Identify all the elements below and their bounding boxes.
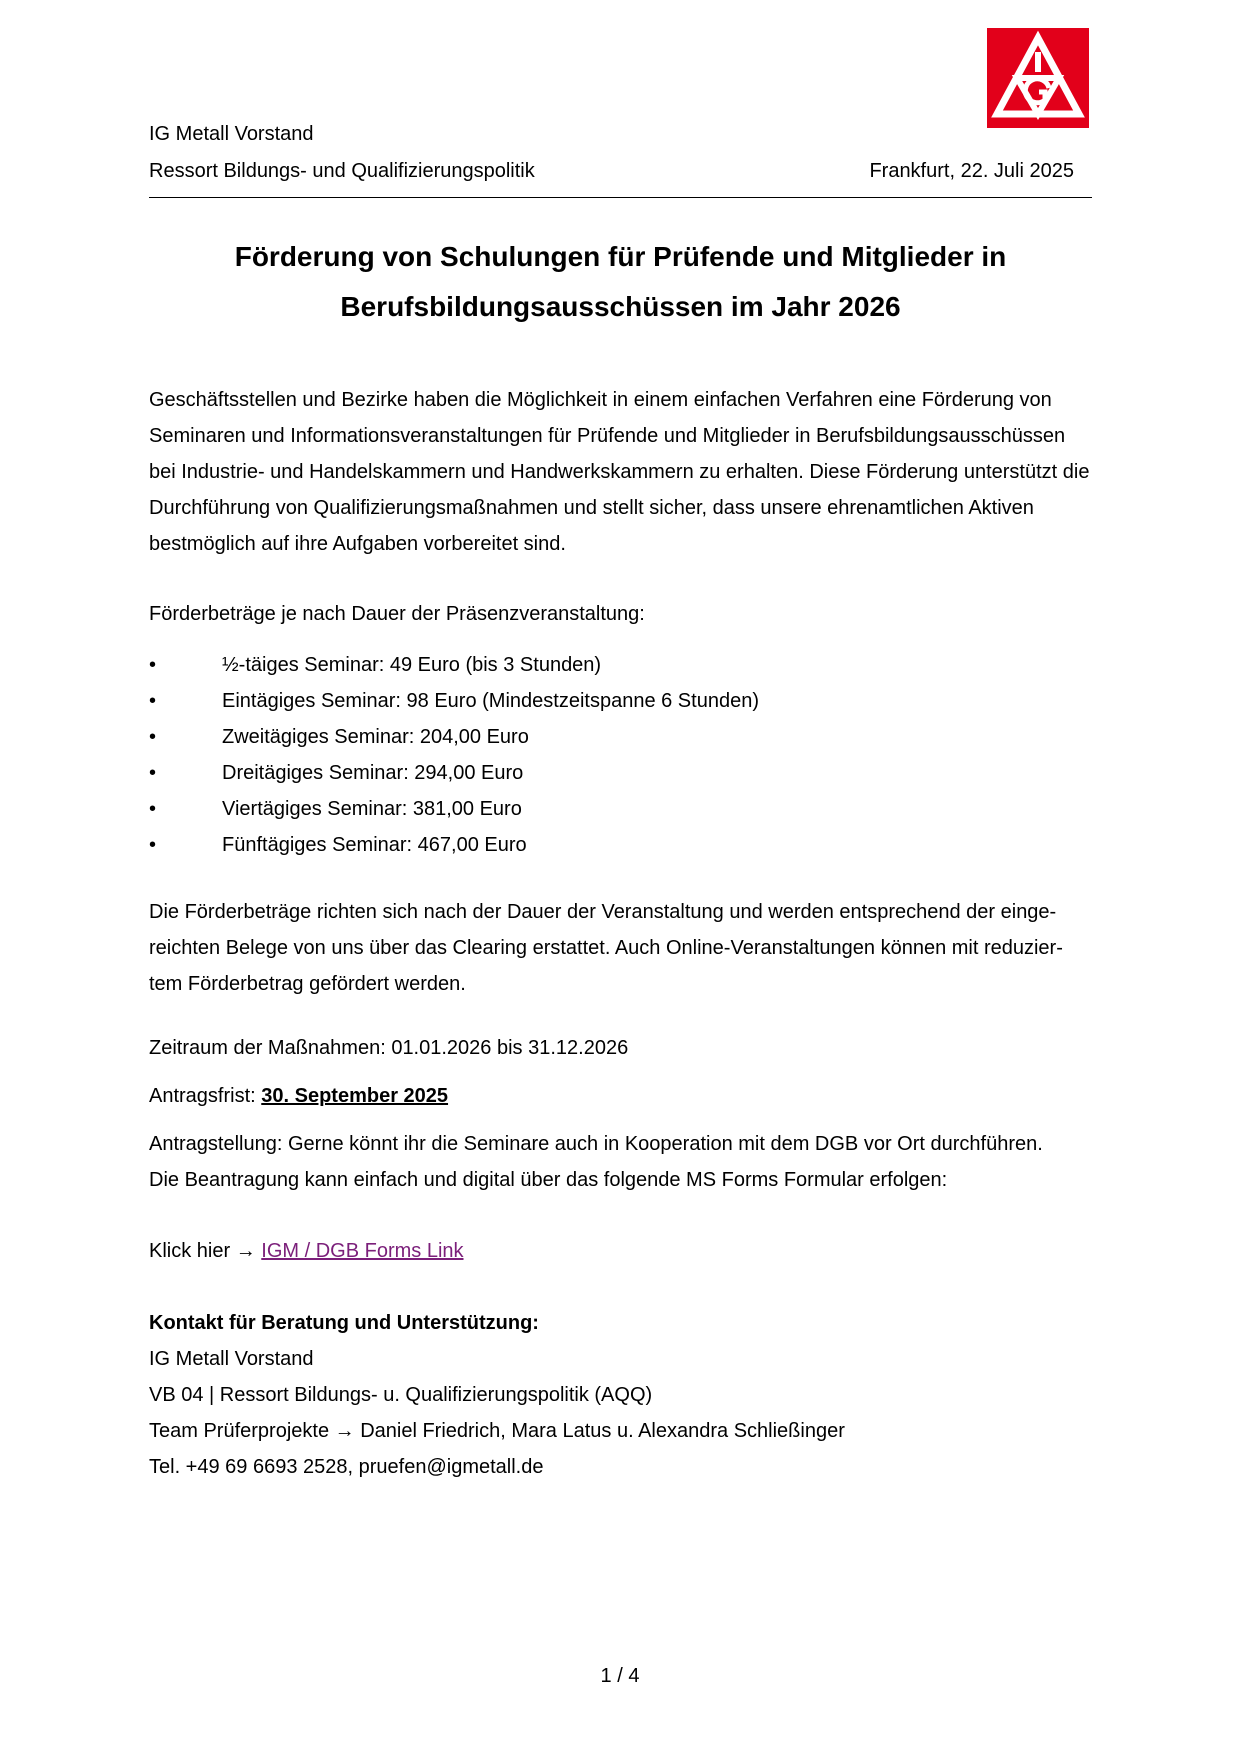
page-number: 1 / 4 [600, 1665, 640, 1687]
arrow-right-icon: → [235, 1240, 262, 1262]
page-title [149, 232, 1092, 332]
application-line-1: Antragstellung: Gerne könnt ihr die Seminare auch in Kooperation mit dem DGB vor Ort durchführen. [149, 1133, 1043, 1155]
list-item-text: Dreitägiges Seminar: 294,00 Euro [222, 762, 524, 784]
list-item-text: Eintägiges Seminar: 98 Euro (Mindestzeitspanne 6 Stunden) [222, 690, 759, 712]
contact-unit: VB 04 | Ressort Bildungs- u. Qualifizierungspolitik (AQQ) [149, 1384, 653, 1406]
funding-heading: Förderbeträge je nach Dauer der Präsenzveranstaltung: [149, 603, 645, 625]
contact-heading: Kontakt für Beratung und Unterstützung: [149, 1312, 539, 1334]
header-department: Ressort Bildungs- und Qualifizierungspolitik [149, 160, 535, 182]
forms-link[interactable]: IGM / DGB Forms Link [261, 1240, 464, 1262]
click-prefix: Klick hier [149, 1240, 236, 1262]
bullet-icon: • [149, 798, 157, 820]
deadline-value: 30. September 2025 [261, 1085, 449, 1107]
bullet-icon: • [149, 834, 157, 856]
header-line [149, 159, 1074, 183]
bullet-icon: • [149, 690, 157, 712]
application-paragraph [149, 1126, 1093, 1198]
reimbursement-paragraph [149, 894, 1093, 1002]
application-line-2: Die Beantragung kann einfach und digital über das folgende MS Forms Formular erfolgen: [149, 1169, 948, 1191]
contact-team: Team Prüferprojekte → Daniel Friedrich, Mara Latus u. Alexandra Schließinger [149, 1420, 845, 1442]
list-item-text: ½-täiges Seminar: 49 Euro (bis 3 Stunden) [222, 654, 602, 676]
bullet-icon: • [149, 726, 157, 748]
intro-paragraph: Geschäftsstellen und Bezirke haben die Möglichkeit in einem einfachen Verfahren eine Förderung von Seminaren und Informationsveranstaltungen für Prüfende und Mitglieder in Berufsbildungsausschüssen bei Industrie- und Handelskammern und Handwerkskammern zu erhalten. Diese Förderung unterstützt die Durchführung von Qualifizierungsmaßnahmen und stellt sicher, dass unsere ehrenamtlichen Aktiven bestmöglich auf ihre Aufgaben vorbereitet sind. [149, 389, 1090, 555]
bullet-icon: • [149, 654, 157, 676]
header-divider [149, 197, 1092, 198]
forms-link-line [149, 1233, 464, 1269]
reimbursement-line-1: Die Förderbeträge richten sich nach der Dauer der Veranstaltung und werden entsprechend der einge- [149, 901, 1057, 923]
list-item-text: Viertägiges Seminar: 381,00 Euro [222, 798, 522, 820]
deadline-label: Antragsfrist: [149, 1085, 262, 1107]
reimbursement-line-3: tem Förderbetrag gefördert werden. [149, 973, 466, 995]
ig-metall-logo-icon [987, 28, 1089, 128]
measure-period: Zeitraum der Maßnahmen: 01.01.2026 bis 31.12.2026 [149, 1037, 629, 1059]
header-place-date: Frankfurt, 22. Juli 2025 [869, 160, 1074, 182]
contact-block [149, 1305, 845, 1485]
contact-org: IG Metall Vorstand [149, 1348, 314, 1370]
bullet-icon: • [149, 762, 157, 784]
reimbursement-line-2: reichten Belege von uns über das Clearing erstattet. Auch Online-Veranstaltungen können mit reduzier- [149, 937, 1063, 959]
title-line-2: Berufsbildungsausschüssen im Jahr 2026 [340, 291, 901, 322]
title-line-1: Förderung von Schulungen für Prüfende und Mitglieder in [234, 241, 1007, 272]
header-org: IG Metall Vorstand [149, 123, 314, 145]
application-deadline [149, 1078, 448, 1114]
contact-phone-email: Tel. +49 69 6693 2528, pruefen@igmetall.de [149, 1456, 544, 1478]
list-item-text: Zweitägiges Seminar: 204,00 Euro [222, 726, 529, 748]
list-item-text: Fünftägiges Seminar: 467,00 Euro [222, 834, 527, 856]
